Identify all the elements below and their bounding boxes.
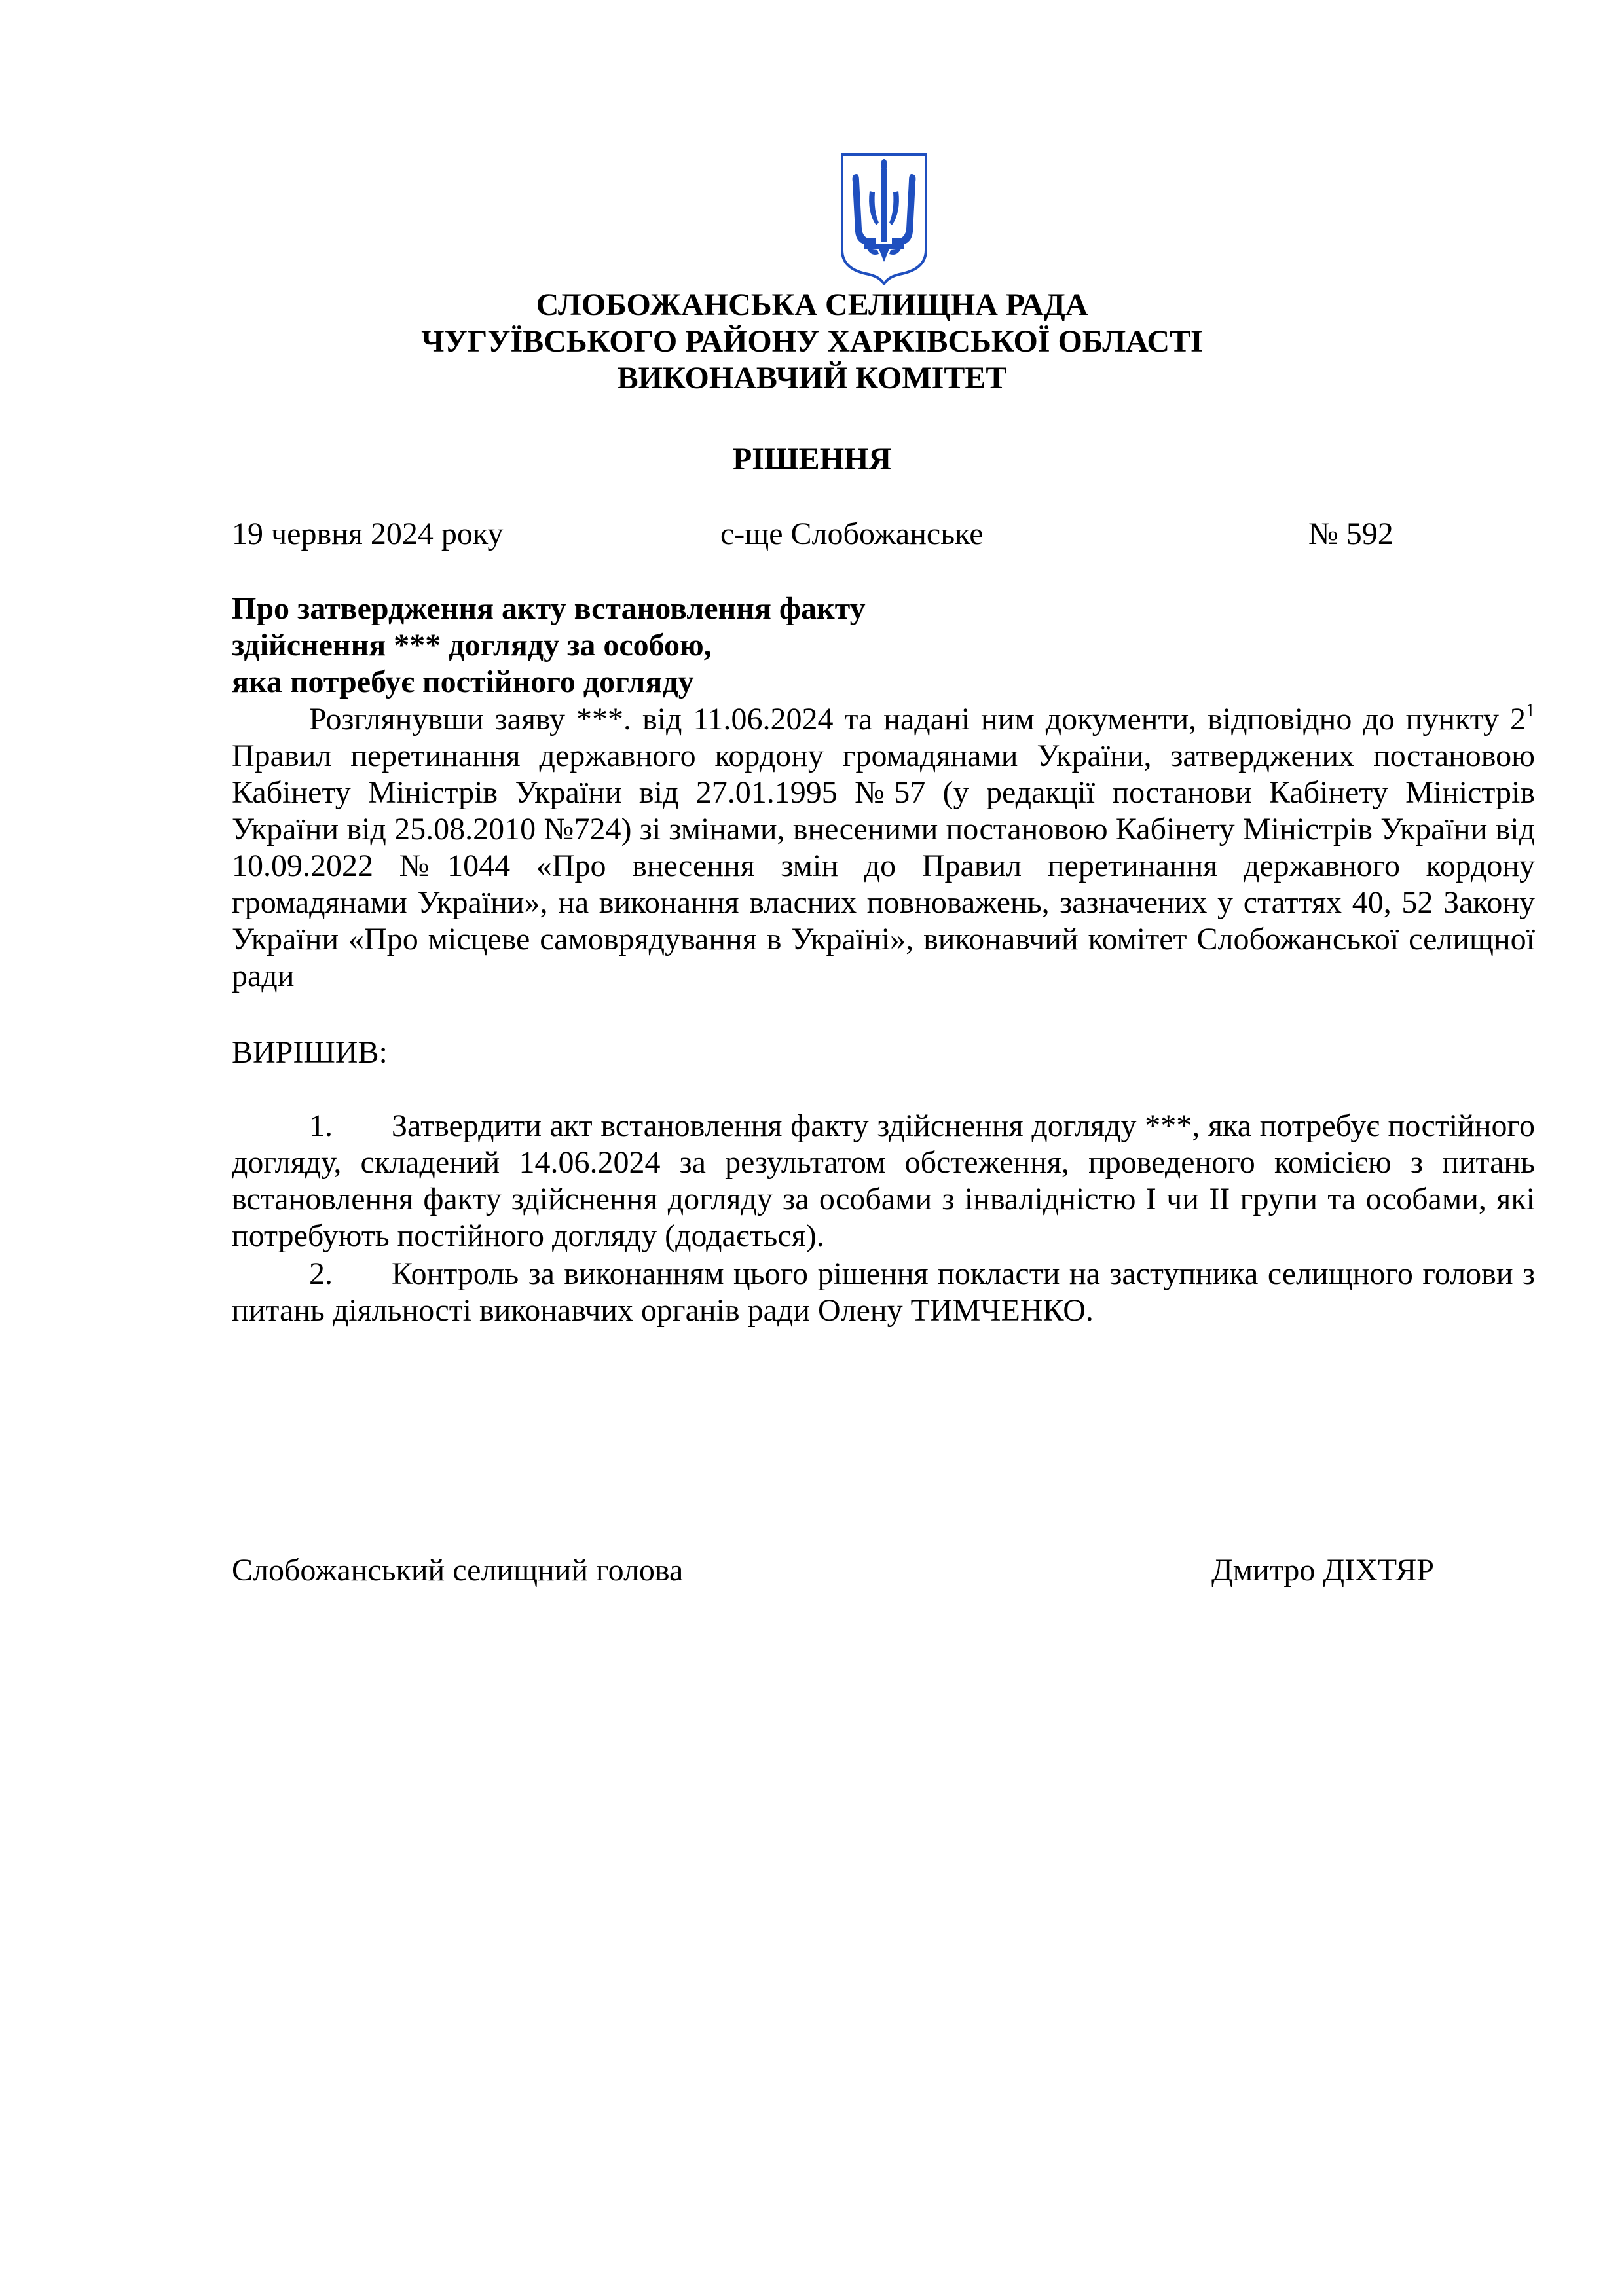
item-number: 1. bbox=[309, 1108, 333, 1143]
resolve-heading: ВИРІШИВ: bbox=[232, 1035, 388, 1070]
decision-item bbox=[232, 1108, 1535, 1254]
header-line-council: СЛОБОЖАНСЬКА СЕЛИЩНА РАДА bbox=[536, 287, 1088, 322]
header-line-district: ЧУГУЇВСЬКОГО РАЙОНУ ХАРКІВСЬКОЇ ОБЛАСТІ bbox=[421, 324, 1203, 359]
subject-line-3: яка потребує постійного догляду bbox=[232, 665, 694, 699]
preamble-text-start: Розглянувши заяву ***. від 11.06.2024 та надані ним документи, відповідно до пункту 2 bbox=[309, 702, 1526, 737]
decision-place: с-ще Слобожанське bbox=[720, 517, 984, 551]
preamble-text-rest: Правил перетинання державного кордону громадянами України, затверджених постановою Кабінету Міністрів України від 27.01.1995 №57 (у редакції постанови Кабінету Міністрів України від 25.08.2010 №724) зі змінами, внесеними постановою Кабінету Міністрів України від 10.09.2022 №1044 «Про внесення змін до Правил перетинання державного кордону громадянами України», на виконання власних повноважень, зазначених у статтях 40, 52 Закону України «Про місцеве самоврядування в Україні», виконавчий комітет Слобожанської селищної ради bbox=[232, 738, 1535, 993]
item-number: 2. bbox=[309, 1256, 333, 1291]
signatory-name: Дмитро ДІХТЯР bbox=[1211, 1553, 1434, 1588]
decision-number: № 592 bbox=[1308, 517, 1393, 551]
preamble-superscript: 1 bbox=[1526, 701, 1535, 721]
subject-line-1: Про затвердження акту встановлення факту bbox=[232, 591, 866, 626]
document-title: РІШЕННЯ bbox=[732, 442, 892, 477]
preamble-paragraph bbox=[232, 701, 1535, 994]
item-text: Затвердити акт встановлення факту здійснення догляду ***, яка потребує постійного догляду, складений 14.06.2024 за результатом обстеження, проведеного комісією з питань встановлення факту здійснення догляду за особами з інвалідністю І чи ІІ групи та особами, які потребують постійного догляду (додається). bbox=[232, 1108, 1535, 1253]
header-line-committee: ВИКОНАВЧИЙ КОМІТЕТ bbox=[617, 361, 1007, 395]
decision-subject bbox=[232, 591, 866, 701]
coat-of-arms-icon bbox=[838, 152, 930, 285]
item-text: Контроль за виконанням цього рішення покласти на заступника селищного голови з питань діяльності виконавчих органів ради Олену ТИМЧЕНКО. bbox=[232, 1256, 1535, 1328]
subject-line-2: здійснення *** догляду за особою, bbox=[232, 628, 712, 663]
organization-header bbox=[0, 287, 1624, 397]
decision-item bbox=[232, 1256, 1535, 1329]
decision-date: 19 червня 2024 року bbox=[232, 517, 504, 551]
signatory-title: Слобожанський селищний голова bbox=[232, 1553, 684, 1588]
